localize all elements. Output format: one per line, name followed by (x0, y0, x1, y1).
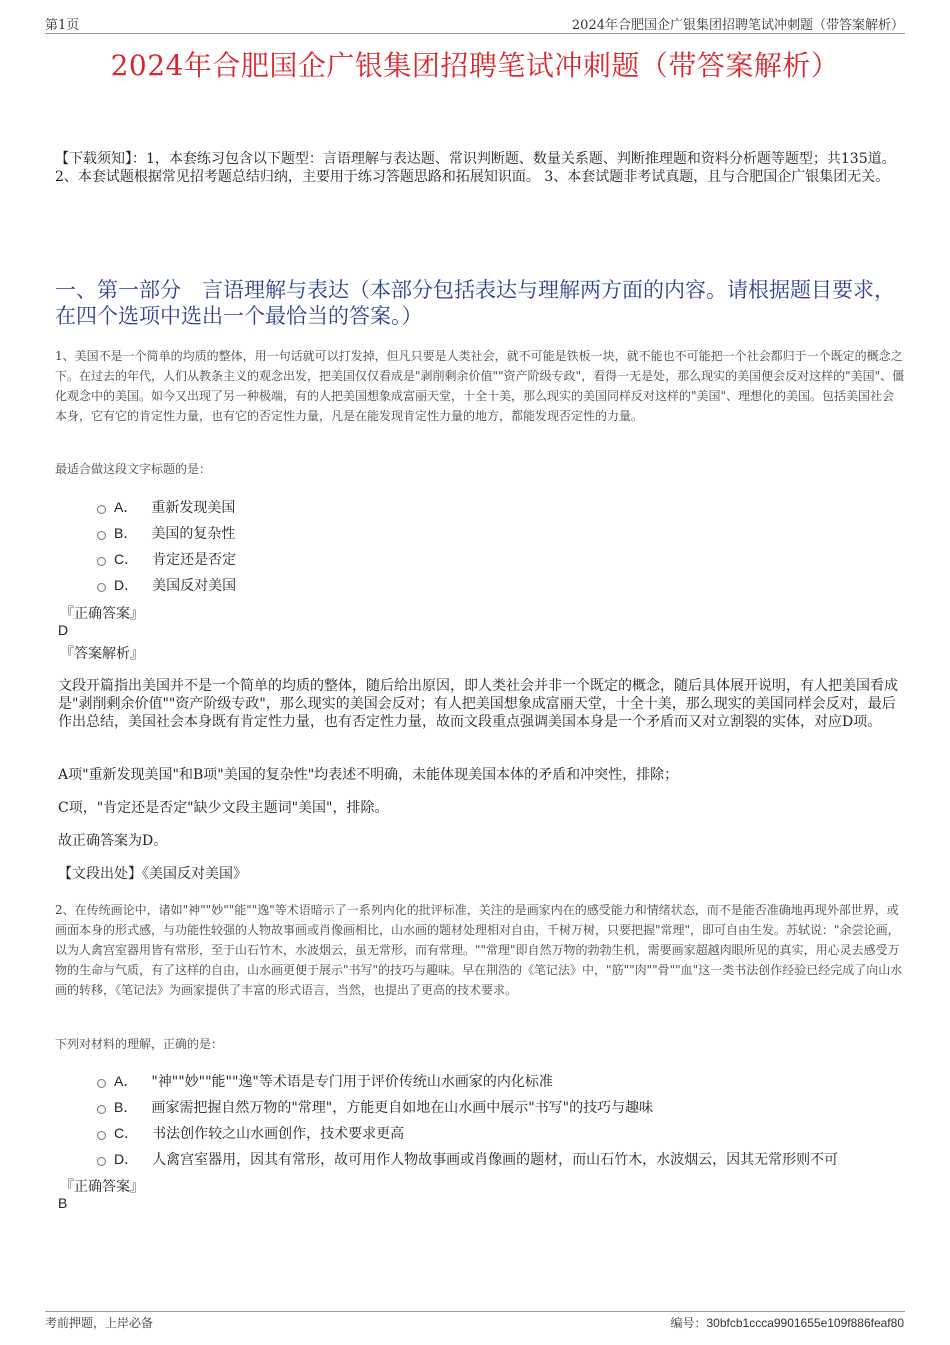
question-1-option-d[interactable] (97, 575, 236, 595)
question-1-text: 1、美国不是一个简单的均质的整体，用一句话就可以打发掉，但凡只要是人类社会，就不可能是铁板一块，就不能也不可能把一个社会都归于一个既定的概念之下。在过去的年代，人们从教条主义的观念出发，把美国仅仅看成是"剥削剩余价值""资产阶级专政"，看得一无是处，那么现实的美国便会反对这样的"美国"、僵化观念中的美国。如今又出现了另一种极端，有的人把美国想象成富丽天堂，十全十美，那么现实的美国同样反对这样的"美国"、理想化的美国。包括美国社会本身，它有它的肯定性力量，也有它的否定性力量，凡是在能发现肯定性力量的地方，都能发现否定性的力量。 (55, 349, 905, 423)
option-text: 书法创作较之山水画创作，技术要求更高 (152, 1126, 405, 1142)
analysis-paragraph: A项"重新发现美国"和B项"美国的复杂性"均表述不明确，未能体现美国本体的矛盾和冲突性，排除； (58, 767, 679, 783)
option-text: 人禽宫室器用，因其有常形，故可用作人物故事画或肖像画的题材，而山石竹木，水波烟云，因其无常形则不可 (152, 1152, 839, 1168)
download-notice: 【下载须知】：1，本套练习包含以下题型：言语理解与表达题、常识判断题、数量关系题、判断推理题和资料分析题等题型；共135道。 2、本套试题根据常见招考题总结归纳，主要用于练习答题思路和拓展知识面。 3、本套试题非考试真题，且与合肥国企广银集团无关。 (55, 151, 896, 185)
radio-icon[interactable] (97, 531, 106, 540)
option-text: 肯定还是否定 (152, 552, 237, 568)
question-2-option-c[interactable] (97, 1123, 404, 1143)
analysis-label: 『答案解析』 (60, 646, 144, 662)
option-letter: C． (114, 551, 139, 567)
correct-answer-label: 『正确答案』 (60, 606, 144, 622)
section-heading: 一、第一部分 言语理解与表达（本部分包括表达与理解两方面的内容。请根据题目要求，在四个选项中选出一个最恰当的答案。） (55, 278, 895, 328)
option-letter: D． (114, 577, 139, 593)
page-number: 第1页 (45, 18, 80, 33)
option-text: 画家需把握自然万物的"常理"，方能更自如地在山水画中展示"书写"的技巧与趣味 (151, 1100, 654, 1116)
correct-answer: D (58, 622, 69, 638)
radio-icon[interactable] (97, 583, 106, 592)
question-1-option-b[interactable] (97, 523, 235, 543)
footer-slogan: 考前押题，上岸必备 (45, 1316, 154, 1330)
radio-icon[interactable] (97, 1105, 106, 1114)
footer-divider (45, 1311, 905, 1312)
footer-doc-id: 编号：30bfcb1ccca9901655e109f886feaf80 (670, 1316, 904, 1330)
option-text: 美国反对美国 (152, 578, 237, 594)
header-divider (45, 33, 905, 34)
analysis-paragraph: C项，"肯定还是否定"缺少文段主题词"美国"，排除。 (58, 800, 389, 816)
source-citation: 【文段出处】《美国反对美国》 (58, 866, 247, 882)
header-doc-title: 2024年合肥国企广银集团招聘笔试冲刺题（带答案解析） (571, 18, 904, 33)
radio-icon[interactable] (97, 1157, 106, 1166)
option-letter: C． (114, 1125, 139, 1141)
page-title: 2024年合肥国企广银集团招聘笔试冲刺题（带答案解析） (110, 49, 840, 82)
question-2-text: 2、在传统画论中，诸如"神""妙""能""逸"等术语暗示了一系列内化的批评标准，关注的是画家内在的感受能力和情绪状态，而不是能否准确地再现外部世界，或画面本身的形式感，与功能性较强的人物故事画或肖像画相比，山水画的题材处理相对自由，千树万树，只要把握"常理"，即可自由生发。苏轼说："余尝论画，以为人禽宫室器用皆有常形，至于山石竹木，水波烟云，虽无常形，而有常理。""常理"即自然万物的勃勃生机，需要画家超越肉眼所见的真实，用心灵去感受万物的生命与气质，有了这样的自由，山水画更便于展示"书写"的技巧与趣味。早在荆浩的《笔记法》中，"筋""肉""骨""血"这一类书法创作经验已经完成了向山水画的转移，《笔记法》为画家提供了丰富的形式语言，当然，也提出了更高的技术要求。 (55, 903, 903, 997)
option-letter: A． (114, 499, 138, 515)
question-2-option-a[interactable] (97, 1071, 553, 1091)
question-1-option-c[interactable] (97, 549, 236, 569)
option-letter: B． (114, 1099, 138, 1115)
option-letter: B． (114, 525, 138, 541)
analysis-paragraph: 文段开篇指出美国并不是一个简单的均质的整体，随后给出原因，即人类社会并非一个既定的概念，随后具体展开说明，有人把美国看成是"剥削剩余价值""资产阶级专政"，那么现实的美国会反对；有人把美国想象成富丽天堂，十全十美，那么现实的美国同样会反对，最后作出总结，美国社会本身既有肯定性力量，也有否定性力量，故而文段重点强调美国本身是一个矛盾而又对立割裂的实体，对应D项。 (58, 678, 898, 730)
option-letter: D． (114, 1151, 139, 1167)
question-2-option-b[interactable] (97, 1097, 653, 1117)
radio-icon[interactable] (97, 1079, 106, 1088)
option-text: 重新发现美国 (151, 500, 236, 516)
option-letter: A． (114, 1073, 138, 1089)
radio-icon[interactable] (97, 505, 106, 514)
correct-answer: B (58, 1195, 68, 1211)
radio-icon[interactable] (97, 557, 106, 566)
question-1-prompt: 最适合做这段文字标题的是： (55, 462, 212, 476)
radio-icon[interactable] (97, 1131, 106, 1140)
question-1-option-a[interactable] (97, 497, 235, 517)
correct-answer-label: 『正确答案』 (60, 1179, 144, 1195)
question-2-prompt: 下列对材料的理解，正确的是： (55, 1037, 224, 1051)
question-2-option-d[interactable] (97, 1149, 838, 1169)
option-text: "神""妙""能""逸"等术语是专门用于评价传统山水画家的内化标准 (151, 1074, 553, 1090)
analysis-paragraph: 故正确答案为D。 (58, 833, 168, 849)
option-text: 美国的复杂性 (151, 526, 236, 542)
